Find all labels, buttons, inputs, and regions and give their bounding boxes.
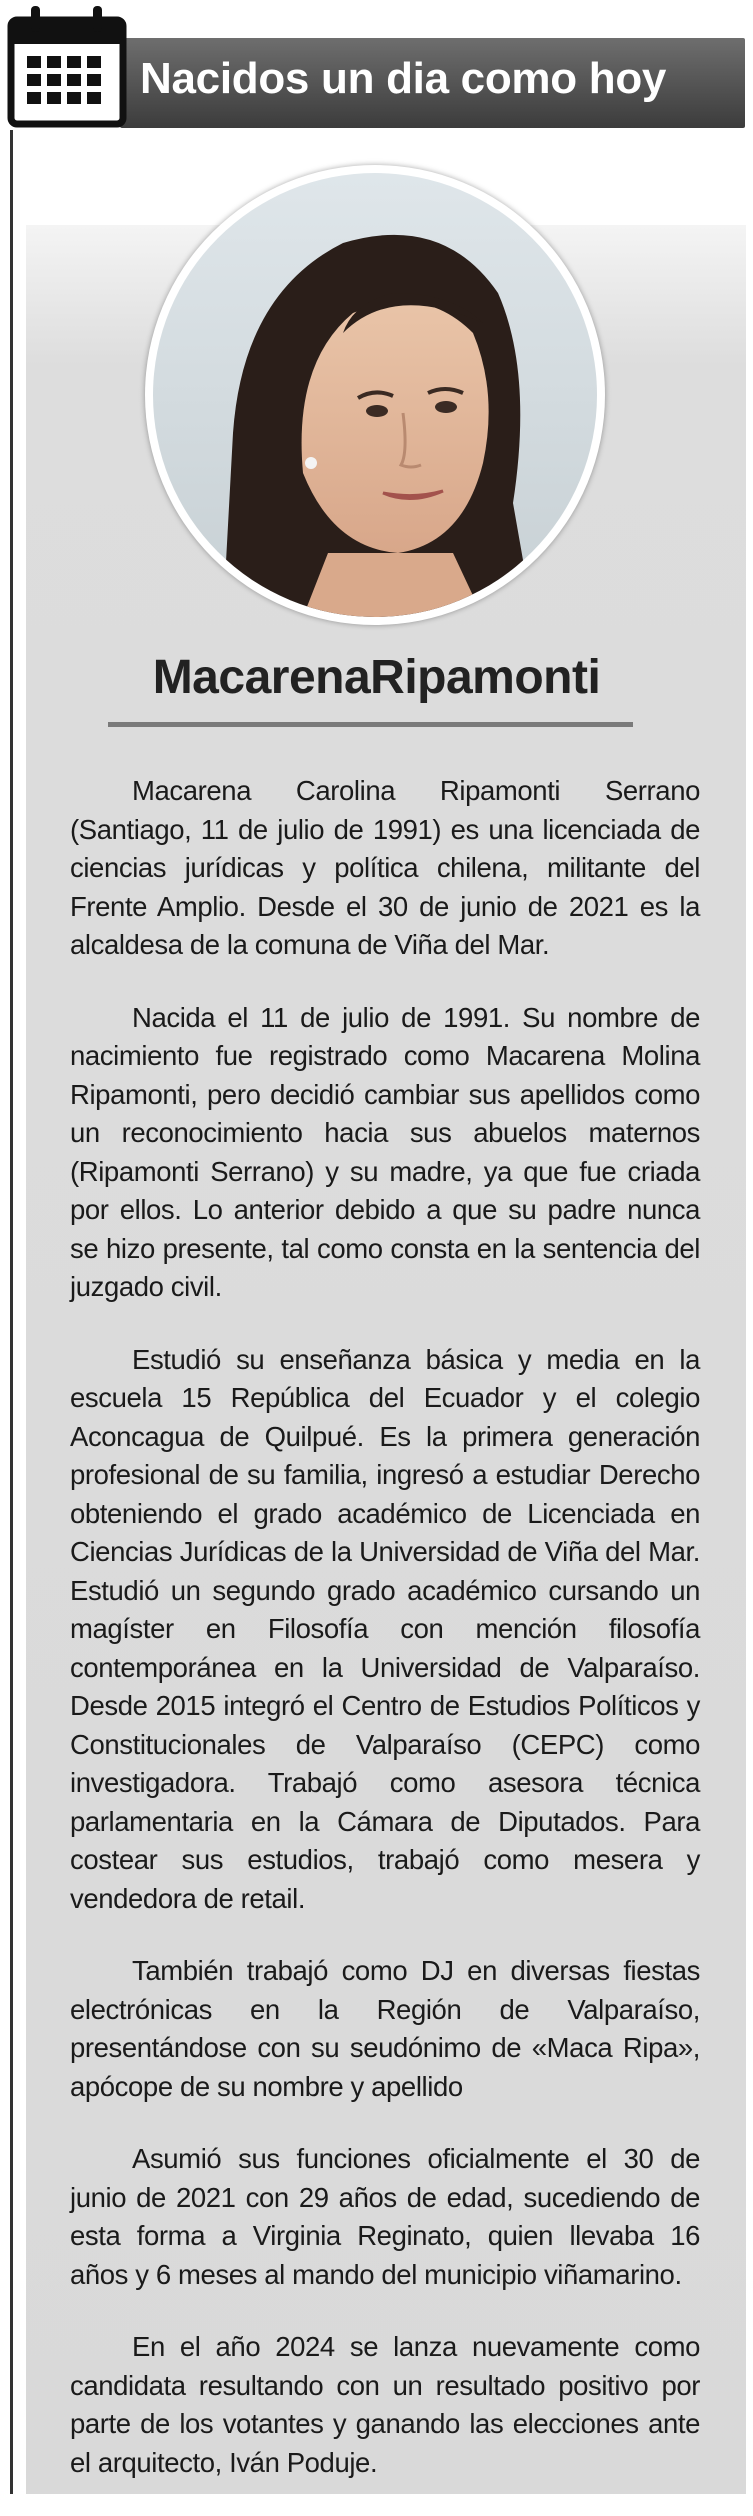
paragraph: Estudió su enseñanza básica y media en la escuela 15 República del Ecuador y el colegio Aconcagua de Quilpué. Es la primera generación profesional de su familia, ingresó a estudiar Derecho obteniendo el grado académico de Licenciada en Ciencias Jurídicas de la Universidad de Viña del Mar. Estudió un segundo grado académico cursando un magíster en Filosofía con mención filosofía contemporánea en la Universidad de Valparaíso. Desde 2015 integró el Centro de Estudios Políticos y Constitucionales de Valparaíso (CEPC) como investigadora. Trabajó como asesora técnica parlamentaria en la Cámara de Diputados. Para costear sus estudios, trabajó como mesera y vendedora de retail. [70,1343,700,1914]
portrait-frame [145,165,605,625]
paragraph: Asumió sus funciones oficialmente el 30 de junio de 2021 con 29 años de edad, sucediendo de esta forma a Virginia Reginato, quien llevaba 16 años y 6 meses al mando del municipio viñamarino. [70,2143,700,2290]
section-title: Nacidos un dia como hoy [140,54,667,103]
paragraph: Macarena Carolina Ripamonti Serrano (Santiago, 11 de julio de 1991) es una licenciada de ciencias jurídicas y política chilena, militante del Frente Amplio. Desde el 30 de junio de 2021 es la alcaldesa de la comuna de Viña del Mar. [70,775,700,960]
article-body [70,772,700,2516]
section-header [0,0,753,135]
name-underline [108,722,633,727]
paragraph: En el año 2024 se lanza nuevamente como candidata resultando con un resultado positivo por parte de los votantes y ganando las elecciones ante el arquitecto, Iván Poduje. [70,2331,700,2478]
portrait-photo [153,173,597,617]
left-border-rule [10,130,13,2494]
paragraph: Nacida el 11 de julio de 1991. Su nombre de nacimiento fue registrado como Macarena Molina Ripamonti, pero decidió cambiar sus apellidos como un reconocimiento hacia sus abuelos maternos (Ripamonti Serrano) y su madre, ya que fue criada por ellos. Lo anterior debido a que su padre nunca se hizo presente, tal como consta en la sentencia del juzgado civil. [70,1001,700,1302]
person-name: MacarenaRipamonti [152,651,601,704]
calendar-icon [5,2,135,130]
paragraph: También trabajó como DJ en diversas fiestas electrónicas en la Región de Valparaíso, presentándose con su seudónimo de «Maca Ripa», apócope de su nombre y apellido [70,1955,700,2102]
